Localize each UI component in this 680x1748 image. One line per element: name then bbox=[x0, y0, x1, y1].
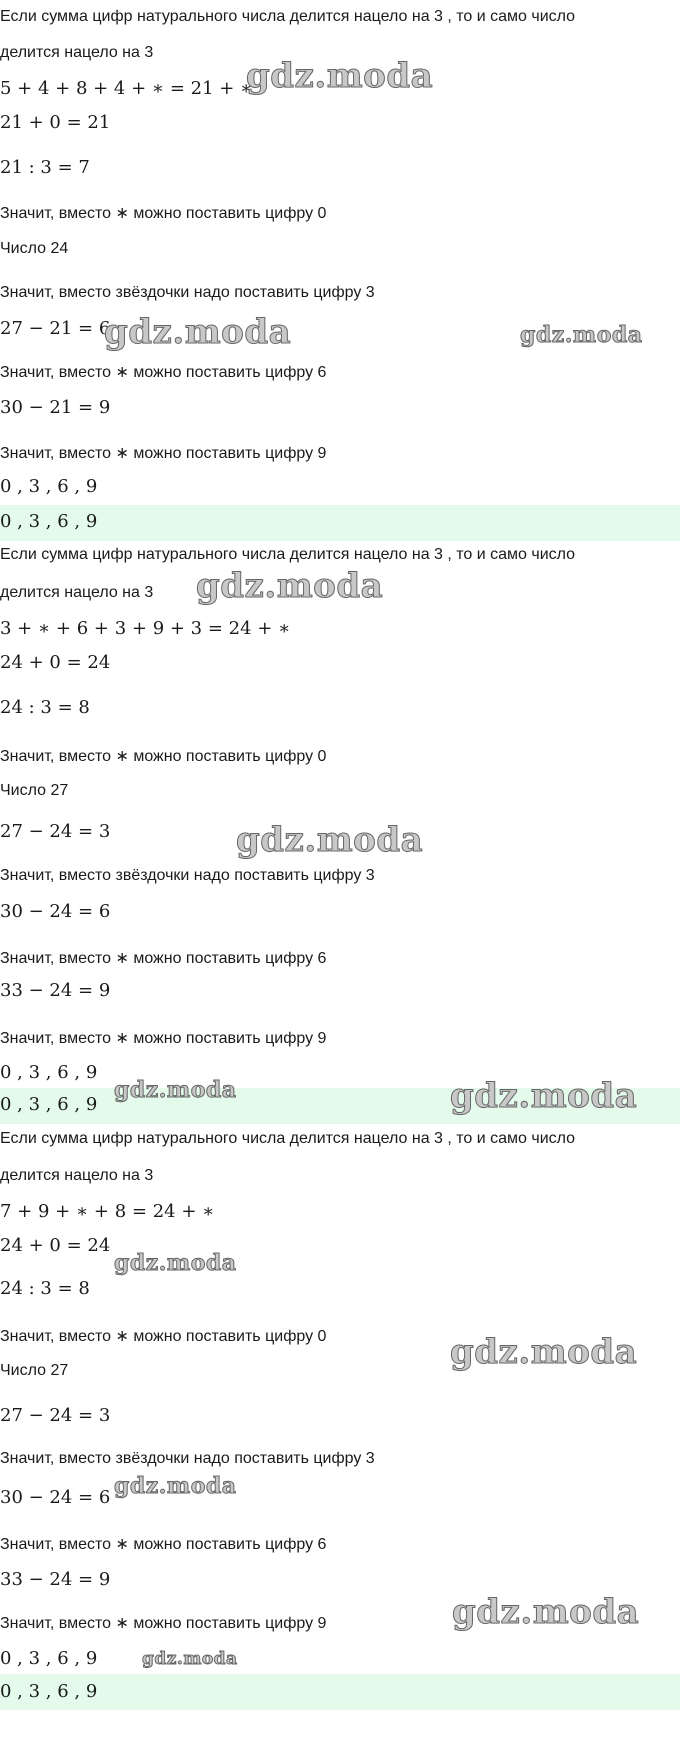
number-line: Число 24 bbox=[0, 240, 69, 257]
equation-line: 30 − 24 = 6 bbox=[0, 901, 111, 922]
watermark: gdz.moda bbox=[246, 56, 434, 96]
watermark: gdz.moda bbox=[114, 1473, 237, 1499]
conclusion-line: Значит, вместо звёздочки надо поставить цифру 3 bbox=[0, 1450, 375, 1467]
equation-line: 24 : 3 = 8 bbox=[0, 697, 90, 718]
watermark: gdz.moda bbox=[450, 1076, 638, 1116]
rule-line-2: делится нацело на 3 bbox=[0, 44, 154, 61]
conclusion-line: Значит, вместо ∗ можно поставить цифру 6 bbox=[0, 364, 327, 381]
equation-line: 24 + 0 = 24 bbox=[0, 652, 111, 673]
watermark: gdz.moda bbox=[520, 322, 643, 348]
conclusion-line: Значит, вместо ∗ можно поставить цифру 9 bbox=[0, 1030, 327, 1047]
rule-line-1: Если сумма цифр натурального числа делится нацело на 3 , то и само число bbox=[0, 546, 576, 563]
rule-line-1: Если сумма цифр натурального числа делится нацело на 3 , то и само число bbox=[0, 1130, 576, 1147]
equation-line: 7 + 9 + ∗ + 8 = 24 + ∗ bbox=[0, 1201, 215, 1222]
conclusion-line: Значит, вместо звёздочки надо поставить цифру 3 bbox=[0, 867, 375, 884]
answer-text: 0 , 3 , 6 , 9 bbox=[0, 1094, 98, 1115]
rule-line-2: делится нацело на 3 bbox=[0, 1167, 154, 1184]
rule-line-1: Если сумма цифр натурального числа делится нацело на 3 , то и само число bbox=[0, 8, 576, 25]
watermark: gdz.moda bbox=[196, 566, 384, 606]
answer-box bbox=[0, 505, 680, 541]
conclusion-line: Значит, вместо ∗ можно поставить цифру 6 bbox=[0, 1536, 327, 1553]
equation-line: 27 − 21 = 6 bbox=[0, 318, 111, 339]
digits-line: 0 , 3 , 6 , 9 bbox=[0, 1648, 98, 1669]
equation-line: 24 + 0 = 24 bbox=[0, 1235, 111, 1256]
watermark: gdz.moda bbox=[114, 1250, 237, 1276]
equation-line: 5 + 4 + 8 + 4 + ∗ = 21 + ∗ bbox=[0, 78, 253, 99]
number-line: Число 27 bbox=[0, 1362, 69, 1379]
digits-line: 0 , 3 , 6 , 9 bbox=[0, 476, 98, 497]
watermark: gdz.moda bbox=[114, 1077, 237, 1103]
conclusion-line: Значит, вместо ∗ можно поставить цифру 0 bbox=[0, 1328, 327, 1345]
conclusion-line: Значит, вместо ∗ можно поставить цифру 9 bbox=[0, 445, 327, 462]
answer-text: 0 , 3 , 6 , 9 bbox=[0, 511, 98, 532]
equation-line: 33 − 24 = 9 bbox=[0, 980, 111, 1001]
conclusion-line: Значит, вместо ∗ можно поставить цифру 0 bbox=[0, 748, 327, 765]
equation-line: 3 + ∗ + 6 + 3 + 9 + 3 = 24 + ∗ bbox=[0, 618, 291, 639]
digits-line: 0 , 3 , 6 , 9 bbox=[0, 1062, 98, 1083]
equation-line: 21 : 3 = 7 bbox=[0, 157, 90, 178]
conclusion-line: Значит, вместо ∗ можно поставить цифру 0 bbox=[0, 205, 327, 222]
answer-text: 0 , 3 , 6 , 9 bbox=[0, 1681, 98, 1702]
watermark: gdz.moda bbox=[236, 820, 424, 860]
answer-box bbox=[0, 1674, 680, 1710]
equation-line: 27 − 24 = 3 bbox=[0, 821, 111, 842]
equation-line: 24 : 3 = 8 bbox=[0, 1278, 90, 1299]
rule-line-2: делится нацело на 3 bbox=[0, 584, 154, 601]
watermark: gdz.moda bbox=[450, 1332, 638, 1372]
equation-line: 33 − 24 = 9 bbox=[0, 1569, 111, 1590]
equation-line: 27 − 24 = 3 bbox=[0, 1405, 111, 1426]
conclusion-line: Значит, вместо ∗ можно поставить цифру 6 bbox=[0, 950, 327, 967]
watermark: gdz.moda bbox=[104, 312, 292, 352]
equation-line: 30 − 24 = 6 bbox=[0, 1487, 111, 1508]
number-line: Число 27 bbox=[0, 782, 69, 799]
conclusion-line: Значит, вместо звёздочки надо поставить цифру 3 bbox=[0, 284, 375, 301]
conclusion-line: Значит, вместо ∗ можно поставить цифру 9 bbox=[0, 1615, 327, 1632]
equation-line: 21 + 0 = 21 bbox=[0, 112, 111, 133]
equation-line: 30 − 21 = 9 bbox=[0, 397, 111, 418]
watermark: gdz.moda bbox=[452, 1592, 640, 1632]
watermark: gdz.moda bbox=[142, 1649, 238, 1669]
